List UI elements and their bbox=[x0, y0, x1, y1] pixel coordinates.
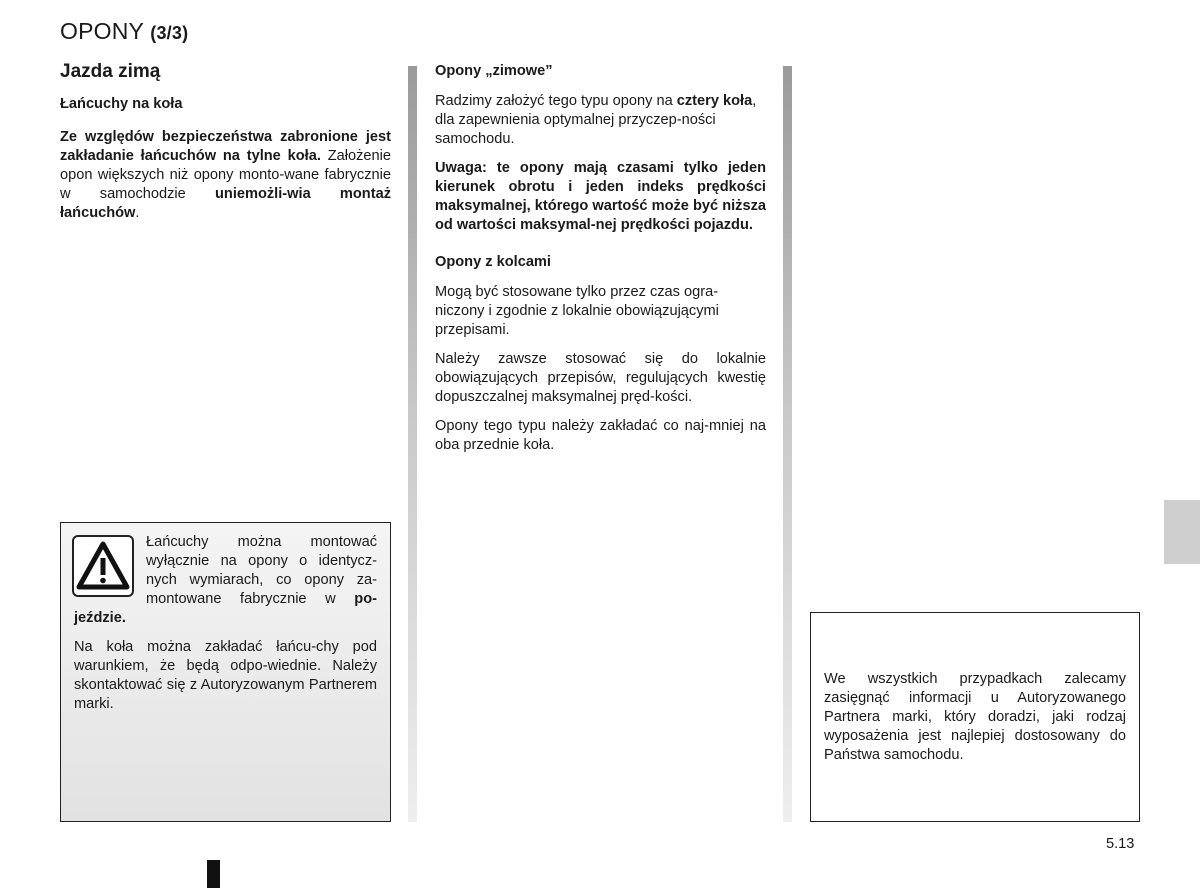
warning-bold-1: po-jeździe. bbox=[74, 591, 377, 626]
warning-box bbox=[60, 522, 391, 822]
left-column bbox=[60, 62, 391, 233]
page-title-text: OPONY bbox=[60, 18, 144, 44]
middle-column bbox=[435, 62, 766, 465]
studded-tyres-paragraph-2: Należy zawsze stosować się do lokalnie obowiązujących przepisów, regulujących kwestię dopuszczalnej maksymalnej pręd-kości. bbox=[435, 351, 766, 405]
winter-tyres-note-bold: Uwaga: te opony mają czasami tylko jeden kierunek obrotu i jeden indeks prędkości maksymalnej, którego wartość może być niższa od wartości maksymal-nej prędkości pojazdu. bbox=[435, 160, 766, 233]
chapter-tab bbox=[1164, 500, 1200, 564]
heading-studded-tyres: Opony z kolcami bbox=[435, 254, 551, 270]
chains-bold-end: uniemożli-wia montaż łańcuchów bbox=[60, 186, 391, 221]
heading-winter-tyres: Opony „zimowe” bbox=[435, 63, 553, 79]
chains-text: Założenie opon większych niż opony monto-wane fabrycznie w samochodzie bbox=[60, 148, 391, 202]
winter-tyres-paragraph bbox=[435, 92, 766, 149]
subheading-chains: Łańcuchy na koła bbox=[60, 96, 183, 112]
warning-triangle-icon bbox=[72, 535, 134, 597]
chains-paragraph bbox=[60, 128, 391, 223]
warning-text-1: Łańcuchy można montować wyłącznie na opony o identycz-nych wymiarach, co opony za-montowane fabrycznie w bbox=[146, 534, 377, 607]
warning-paragraph-2: Na koła można zakładać łańcu-chy pod warunkiem, że będą odpo-wiednie. Należy skontaktować się z Autoryzowanym Partnerem marki. bbox=[74, 639, 377, 712]
studded-tyres-paragraph-1: Mogą być stosowane tylko przez czas ogra-niczony i zgodnie z lokalnie obowiązującymi przepisami. bbox=[435, 284, 719, 338]
studded-tyres-paragraph-3: Opony tego typu należy zakładać co naj-mniej na oba przednie koła. bbox=[435, 418, 766, 453]
page-title bbox=[60, 18, 188, 45]
winter-tyres-note bbox=[435, 159, 766, 235]
crop-mark bbox=[207, 860, 220, 888]
page-number: 5.13 bbox=[1106, 836, 1135, 852]
winter-tyres-bold: cztery koła bbox=[676, 93, 753, 109]
section-heading-winter-driving: Jazda zimą bbox=[60, 61, 161, 82]
info-box-text: We wszystkich przypadkach zalecamy zasięgnąć informacji u Autoryzowanego Partnera marki, który doradzi, jaki rodzaj wyposażenia jest najlepiej dostosowany do Państwa samochodu. bbox=[824, 670, 1126, 763]
chains-safety-warning: Ze względów bezpieczeństwa zabronione jest zakładanie łańcuchów na tylne koła. bbox=[60, 129, 391, 164]
winter-tyres-end: , dla zapewnienia optymalnej przyczep-ności samochodu. bbox=[435, 93, 757, 147]
winter-tyres-text: Radzimy założyć tego typu opony na bbox=[435, 93, 673, 109]
column-separator-right bbox=[783, 66, 792, 822]
chains-end: . bbox=[135, 205, 140, 221]
info-box bbox=[810, 612, 1140, 822]
column-separator-left bbox=[408, 66, 417, 822]
page-title-suffix: (3/3) bbox=[150, 23, 189, 43]
